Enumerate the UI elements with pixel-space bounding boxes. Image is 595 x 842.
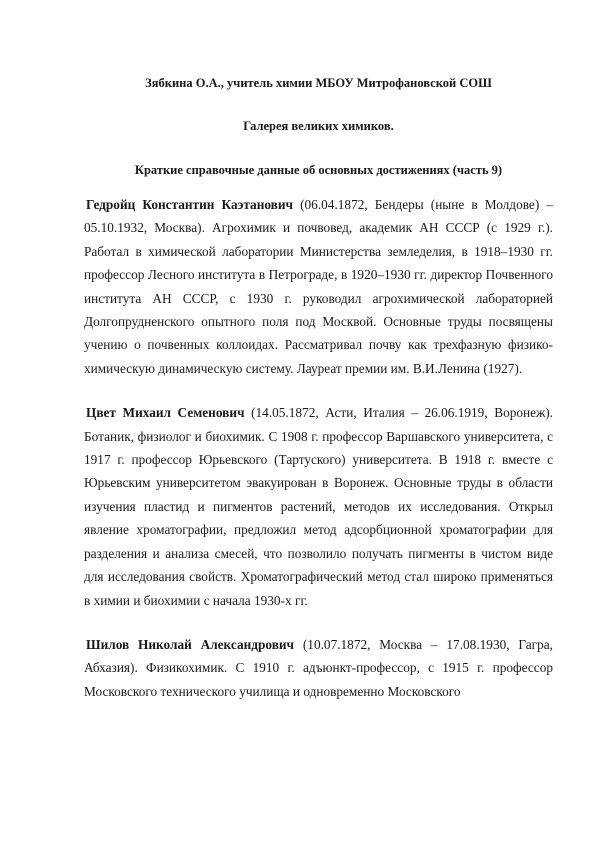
document-page	[84, 62, 553, 703]
biography-shilov	[84, 633, 553, 703]
biography-tsvet	[84, 401, 553, 612]
chemist-name: Гедройц Константин Каэтанович	[86, 197, 294, 212]
biography-gedroits	[84, 193, 553, 380]
chemist-name: Шилов Николай Александрович	[86, 636, 295, 652]
biography-text: (10.07.1872, Москва – 17.08.1930, Гагра, Абхазия). Физикохимик. С 1910 г. адъюнкт-профессор, с 1915 г. профессор Московского технического училища и одновременно Московского	[84, 636, 553, 699]
gallery-title: Галерея великих химиков.	[243, 119, 394, 133]
biography-text: (06.04.1872, Бендеры (ныне в Молдове) – 05.10.1932, Москва). Агрохимик и почвовед, академик АН СССР (с 1929 г.). Работал в химической лаборатории Министерства земледелия, в 1918–1930 гг. профессор Лесного института в Петрограде, в 1920–1930 гг. директор Почвенного института АН СССР, с 1930 г. руководил агрохимической лабораторией Долгопрудненского опытного поля под Москвой. Основные труды посвящены учению о почвенных коллоидах. Рассматривал почву как трехфазную физико-химическую динамическую систему. Лауреат премии им. В.И.Ленина (1927).	[84, 197, 553, 376]
author-line: Зябкина О.А., учитель химии МБОУ Митрофановской СОШ	[145, 76, 492, 90]
document-subtitle: Краткие справочные данные об основных достижениях (часть 9)	[134, 163, 503, 177]
biography-text: (14.05.1872, Асти, Италия – 26.06.1919, Воронеж). Ботаник, физиолог и биохимик. С 1908 г. профессор Варшавского университета, с 1917 г. профессор Юрьевского (Тартуского) университета. В 1918 г. вместе с Юрьевским университетом эвакуирован в Воронеж. Основные труды в области изучения пластид и пигментов растений, методов их исследования. Открыл явление хроматографии, предложил метод адсорбционной хроматографии для разделения и анализа смесей, что позволило получать пигменты в чистом виде для исследования свойств. Хроматографический метод стал широко применяться в химии и биохимии с начала 1930-х гг.	[84, 405, 554, 608]
chemist-name: Цвет Михаил Семенович	[86, 405, 245, 421]
